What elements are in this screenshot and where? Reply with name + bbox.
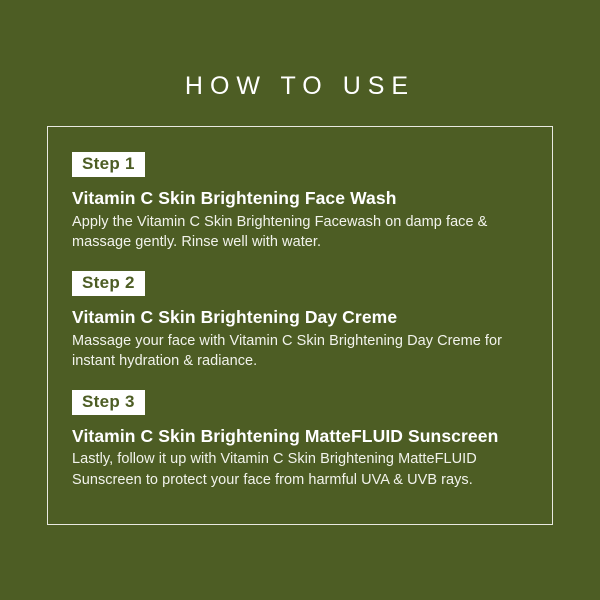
step-heading: Vitamin C Skin Brightening Day Creme <box>72 306 398 327</box>
step-heading: Vitamin C Skin Brightening MatteFLUID Sunscreen <box>72 425 499 446</box>
steps-list <box>72 152 532 491</box>
step-description: Massage your face with Vitamin C Skin Brightening Day Creme for instant hydration & radiance. <box>72 332 503 370</box>
step-badge: Step 2 <box>72 271 145 296</box>
step-description: Apply the Vitamin C Skin Brightening Facewash on damp face & massage gently. Rinse well with water. <box>72 213 488 251</box>
list-item <box>72 390 532 491</box>
list-item <box>72 152 532 253</box>
list-item <box>72 271 532 372</box>
step-description: Lastly, follow it up with Vitamin C Skin Brightening MatteFLUID Sunscreen to protect your face from harmful UVA & UVB rays. <box>72 451 477 489</box>
step-badge: Step 1 <box>72 152 145 177</box>
page-title: HOW TO USE <box>184 72 416 100</box>
step-badge: Step 3 <box>72 390 145 415</box>
step-heading: Vitamin C Skin Brightening Face Wash <box>72 187 397 208</box>
